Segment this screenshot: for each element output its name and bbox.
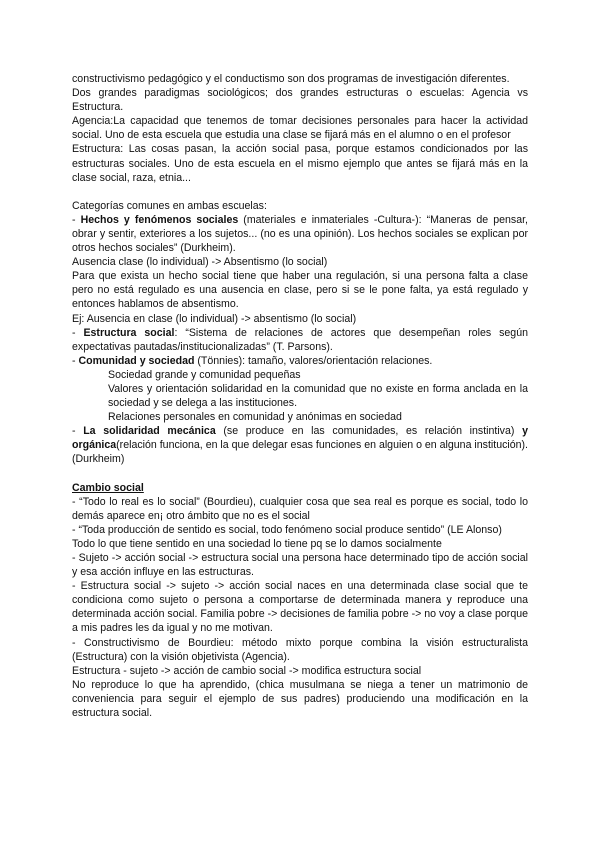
- paragraph-estructura-sujeto: - Estructura social -> sujeto -> acción social naces en una determinada clase social que te condiciona como sujeto o persona a comportarse de determinada manera y reproduce una determinada acción social. Familia pobre -> decisiones de familia pobre -> no voy a clase porque a mis padres les da igual y no me motivan.: [72, 580, 528, 635]
- term-comunidad-sociedad: Comunidad y sociedad: [78, 354, 195, 367]
- paragraph-paradigmas: Dos grandes paradigmas sociológicos; dos grandes estructuras o escuelas: Agencia vs Estructura.: [72, 87, 528, 114]
- paragraph-reproduce: No reproduce lo que ha aprendido, (chica musulmana se niega a tener un matrimonio de conveniencia para seguir el ejemplo de sus padres) produciendo una modificación en la estructura social.: [72, 678, 528, 720]
- paragraph-programas: constructivismo pedagógico y el conductismo son dos programas de investigación diferentes.: [72, 73, 510, 85]
- paragraph-sentido: Todo lo que tiene sentido en una sociedad lo tiene pq se lo damos socialmente: [72, 537, 442, 550]
- paragraph-bourdieu: - “Todo lo real es lo social” (Bourdieu), cualquier cosa que sea real es porque es social, todo lo demás aparece en¡ otro ámbito que no es el social: [72, 495, 528, 522]
- term-solidaridad-mecanica: La solidaridad mecánica: [83, 425, 216, 438]
- term-hechos-sociales: Hechos y fenómenos sociales: [80, 213, 239, 226]
- paragraph-agencia: Agencia:La capacidad que tenemos de tomar decisiones personales para hacer la actividad social. Uno de esta escuela que estudia una clase se fijará más en el alumno o en el profesor: [72, 115, 528, 142]
- section-heading: Cambio social: [72, 481, 144, 494]
- paragraph-regulacion: Para que exista un hecho social tiene que haber una regulación, si una persona falta a clase pero no está regulado es una ausencia en clase, pero si se le pone falta, ya está regulado y entonces hablamos de absentismo.: [72, 270, 528, 311]
- paragraph-hechos-sociales: - Hechos y fenómenos sociales (materiales e inmateriales -Cultura-): “Maneras de pensar, obrar y sentir, exteriores a los sujetos... (no es una opinión). Los hechos sociales se explican por otros hechos sociales” (Durkheim).: [72, 213, 528, 255]
- paragraph-cambio: Estructura - sujeto -> acción de cambio social -> modifica estructura social: [72, 664, 422, 677]
- paragraph-categorias: Categorías comunes en ambas escuelas:: [72, 199, 267, 212]
- paragraph-solidaridad: - La solidaridad mecánica (se produce en las comunidades, es relación instintiva) y orgánica(relación funciona, en la que delegar esas funciones en alguien o en alguna institución). (Durkheim): [72, 425, 528, 466]
- paragraph-sociedad-grande: Sociedad grande y comunidad pequeñas: [108, 368, 301, 381]
- paragraph-alonso: - “Toda producción de sentido es social, todo fenómeno social produce sentido” (LE Alonso): [72, 523, 502, 536]
- paragraph-constructivismo: - Constructivismo de Bourdieu: método mixto porque combina la visión estructuralista (Estructura) con la visión objetivista (Agencia).: [72, 636, 528, 663]
- paragraph-ausencia: Ausencia clase (lo individual) -> Absentismo (lo social): [72, 256, 328, 269]
- term-estructura-social: Estructura social: [83, 326, 175, 339]
- paragraph-ejemplo: Ej: Ausencia en clase (lo individual) -> absentismo (lo social): [72, 312, 357, 325]
- paragraph-sujeto-accion: - Sujeto -> acción social -> estructura social una persona hace determinado tipo de acción social y esa acción influye en las estructuras.: [72, 552, 528, 579]
- paragraph-estructura: Estructura: Las cosas pasan, la acción social pasa, porque estamos condicionados por las estructuras sociales. Uno de esta escuela en el mismo ejemplo que antes se fijará más en la clase social, raza, etnia...: [72, 143, 528, 184]
- paragraph-relaciones: Relaciones personales en comunidad y anónimas en sociedad: [108, 411, 402, 424]
- paragraph-comunidad: - Comunidad y sociedad (Tönnies): tamaño, valores/orientación relaciones.: [72, 354, 433, 367]
- paragraph-estructura-social: - Estructura social: “Sistema de relaciones de actores que desempeñan roles según expectativas pautadas/institucionalizadas” (T. Parsons).: [72, 326, 528, 353]
- term-organica: y orgánica: [72, 425, 528, 452]
- paragraph-valores: Valores y orientación solidaridad en la comunidad que no existe en forma anclada en la sociedad y se delega a las instituciones.: [108, 382, 528, 410]
